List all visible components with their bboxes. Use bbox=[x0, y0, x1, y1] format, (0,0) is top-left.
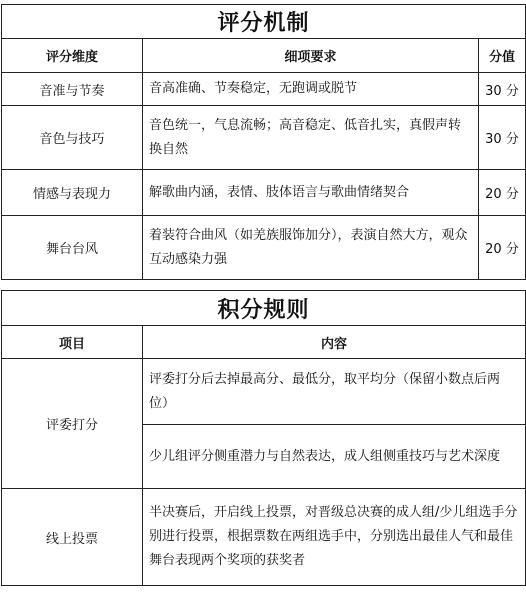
points-table bbox=[1, 290, 526, 586]
table-row bbox=[2, 170, 526, 216]
row-score: 30 分 bbox=[479, 106, 526, 170]
header-requirement: 细项要求 bbox=[143, 39, 479, 73]
header-item: 项目 bbox=[2, 326, 143, 359]
row-score: 30 分 bbox=[479, 73, 526, 106]
judges-item: 评委打分 bbox=[2, 359, 143, 489]
row-requirement: 着装符合曲风（如羌族服饰加分），表演自然大方，观众互动感染力强 bbox=[143, 216, 479, 280]
row-dimension: 音色与技巧 bbox=[2, 106, 143, 170]
row-requirement: 解歌曲内涵，表情、肢体语言与歌曲情绪契合 bbox=[143, 170, 479, 216]
points-title: 积分规则 bbox=[2, 291, 526, 326]
header-score: 分值 bbox=[479, 39, 526, 73]
row-dimension: 情感与表现力 bbox=[2, 170, 143, 216]
header-dimension: 评分维度 bbox=[2, 39, 143, 73]
table-row bbox=[2, 73, 526, 106]
row-score: 20 分 bbox=[479, 170, 526, 216]
table-row bbox=[2, 216, 526, 280]
scoring-table bbox=[1, 4, 526, 280]
row-score: 20 分 bbox=[479, 216, 526, 280]
scoring-title: 评分机制 bbox=[2, 5, 526, 39]
judges-content-2: 少儿组评分侧重潜力与自然表达，成人组侧重技巧与艺术深度 bbox=[143, 425, 526, 489]
judges-content-1: 评委打分后去掉最高分、最低分，取平均分（保留小数点后两位） bbox=[143, 359, 526, 425]
row-dimension: 音准与节奏 bbox=[2, 73, 143, 106]
row-requirement: 音高准确、节奏稳定，无跑调或脱节 bbox=[143, 73, 479, 106]
row-dimension: 舞台台风 bbox=[2, 216, 143, 280]
online-content: 半决赛后，开启线上投票，对晋级总决赛的成人组/少儿组选手分别进行投票，根据票数在两组选手中，分别选出最佳人气和最佳舞台表现两个奖项的获奖者 bbox=[143, 489, 526, 586]
row-requirement: 音色统一，气息流畅；高音稳定、低音扎实，真假声转换自然 bbox=[143, 106, 479, 170]
table-row bbox=[2, 359, 526, 425]
online-item: 线上投票 bbox=[2, 489, 143, 586]
header-content: 内容 bbox=[143, 326, 526, 359]
table-row bbox=[2, 106, 526, 170]
table-row bbox=[2, 489, 526, 586]
